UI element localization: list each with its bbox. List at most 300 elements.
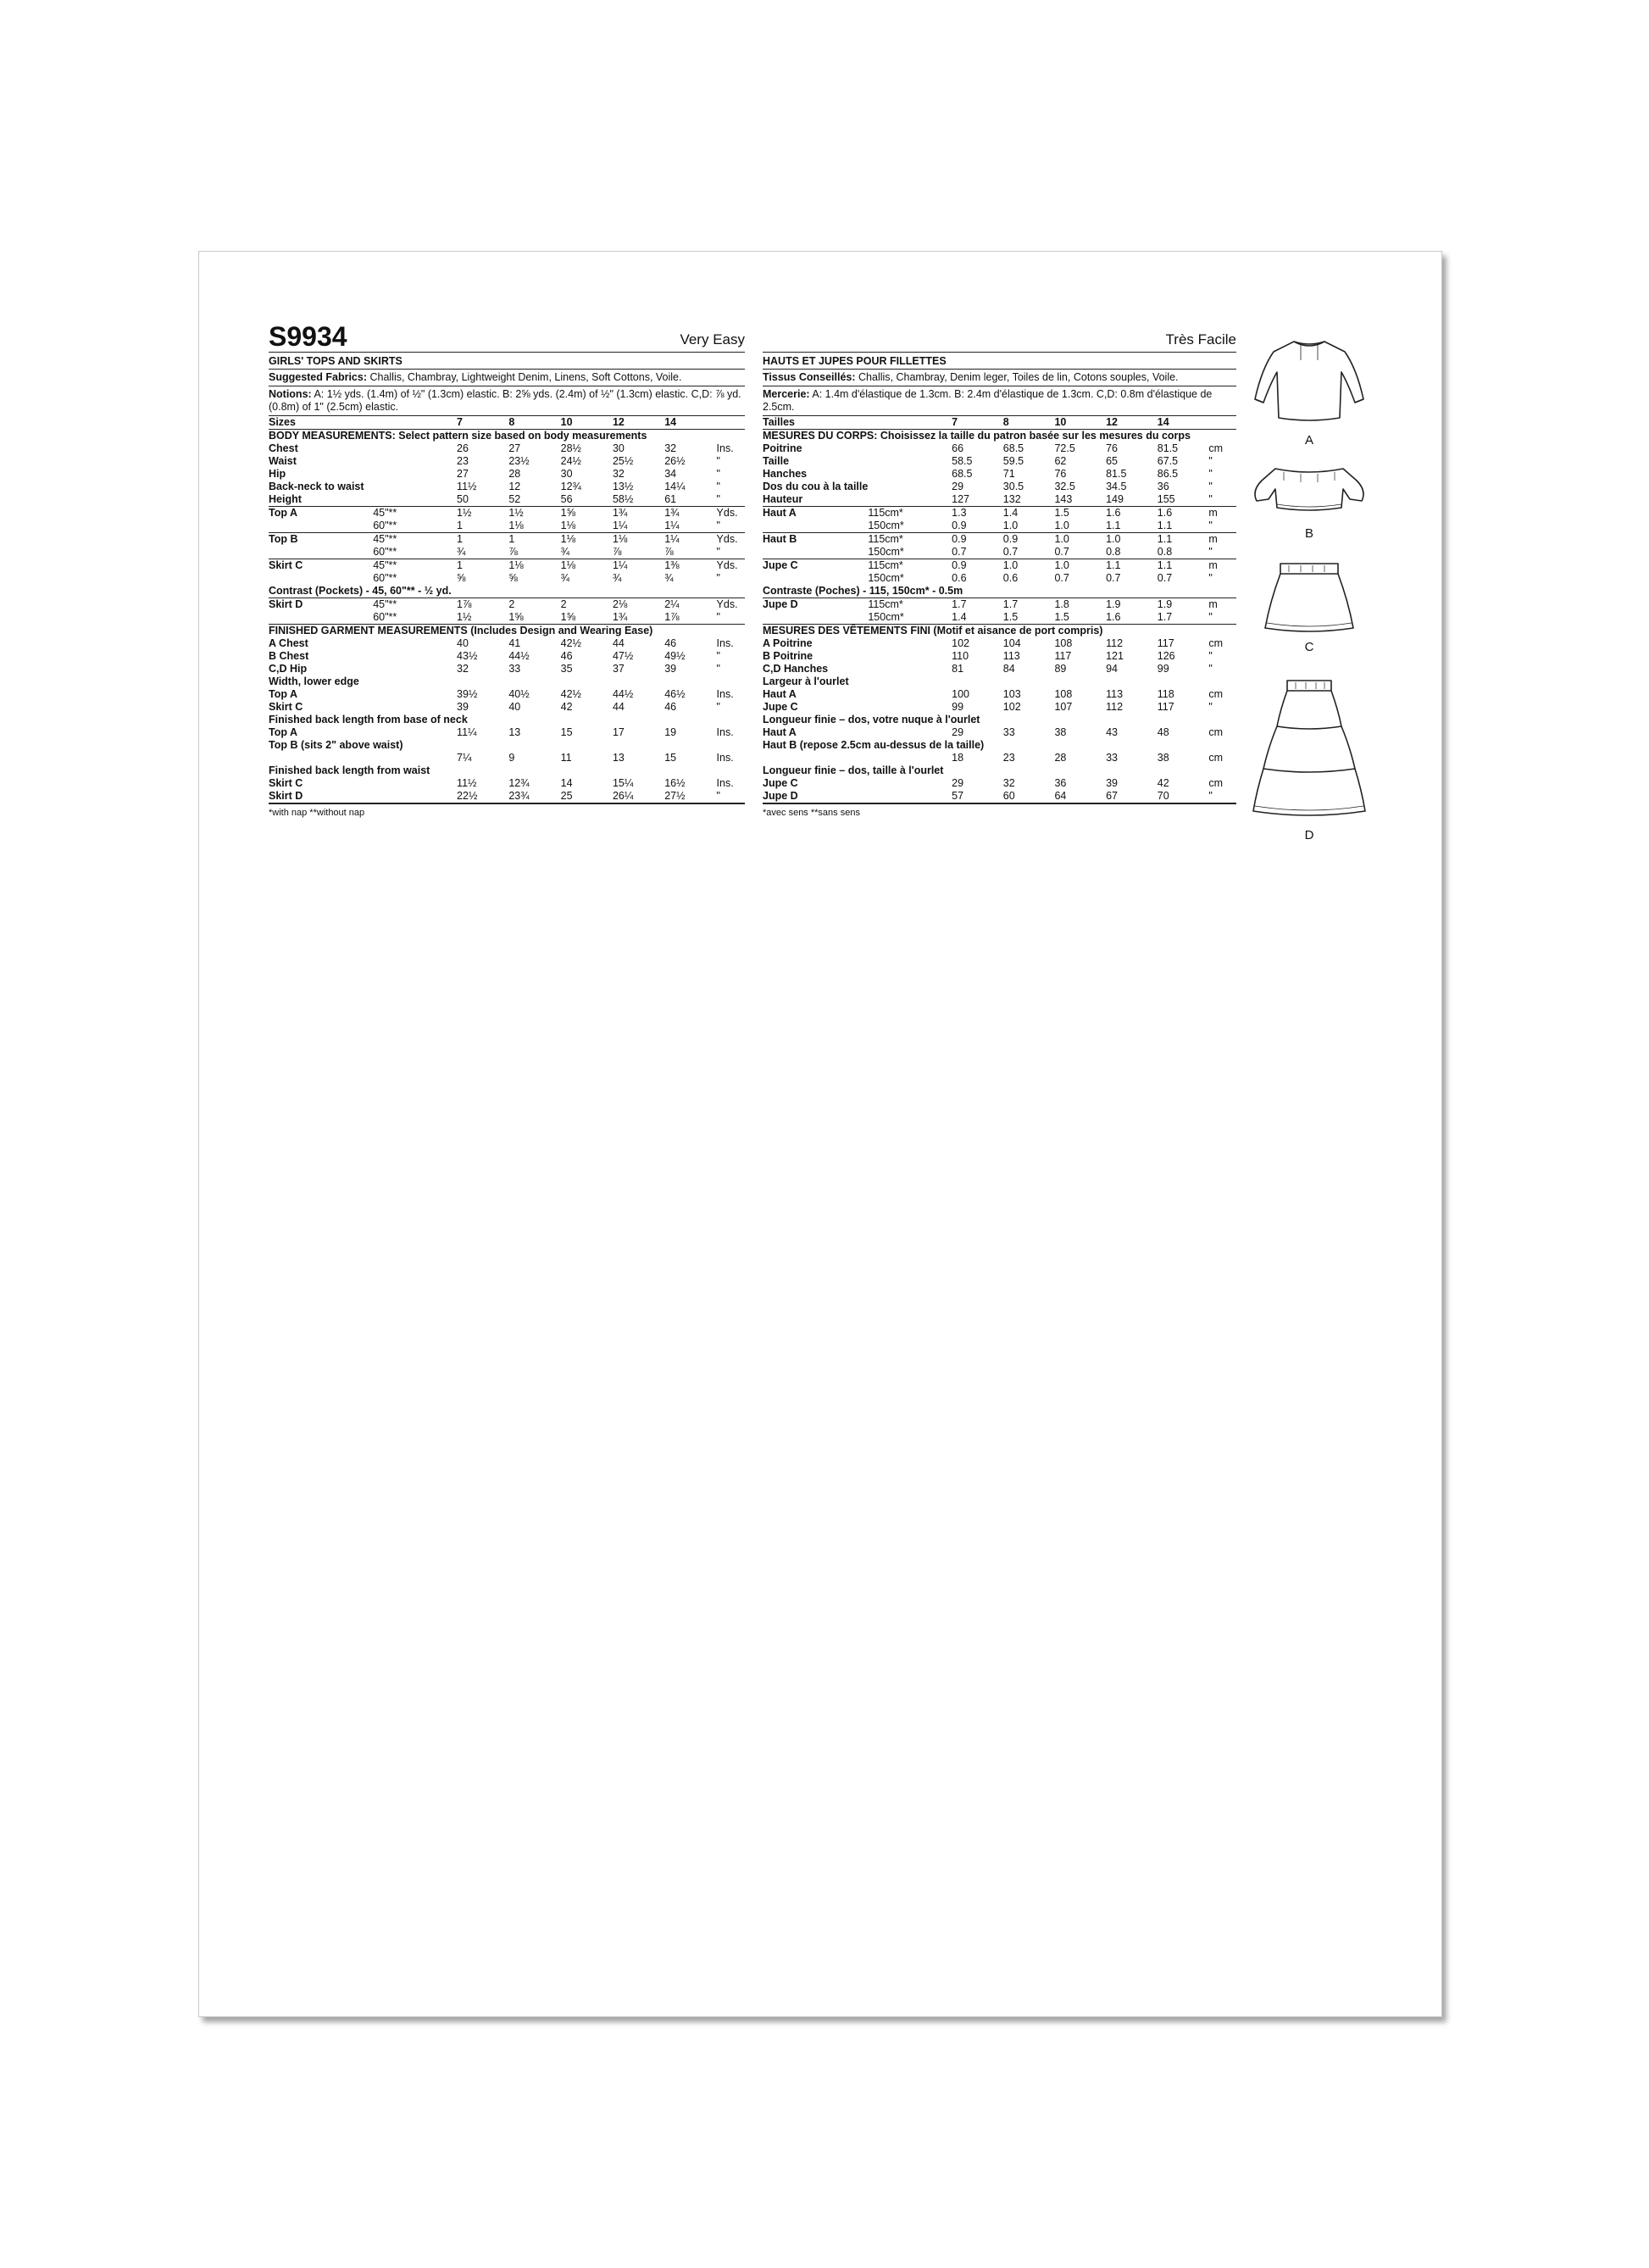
yardage-value: ¾ (612, 572, 622, 584)
finished-measurement-row (763, 675, 1236, 688)
yardage-value: 0.9 (952, 533, 967, 545)
finished-value: 81 (952, 663, 964, 675)
spacer (373, 752, 457, 764)
yardage-row (269, 611, 745, 625)
finished-value: 39 (664, 663, 677, 675)
yardage-value: 1.1 (1106, 559, 1121, 571)
yardage-unit: " (716, 572, 720, 584)
finished-measurement-row (269, 650, 745, 663)
spacer (868, 688, 952, 701)
yardage-value: 1 (508, 533, 515, 545)
measure-value: 76 (1054, 468, 1067, 480)
size-7: 7 (457, 416, 508, 430)
measure-label: Chest (269, 442, 298, 454)
yardage-row (763, 559, 1236, 573)
finished-value: 113 (1106, 688, 1124, 700)
garment-label: Jupe D (763, 598, 798, 610)
finished-value: 46 (664, 637, 677, 649)
yardage-value: 0.6 (952, 572, 967, 584)
finished-value: 60 (1003, 790, 1055, 803)
suggested-fabrics (269, 370, 745, 386)
yardage-unit: m (1208, 559, 1218, 571)
finished-value: 29 (952, 777, 964, 789)
yardage-value: 1⅛ (508, 559, 524, 571)
yardage-value: 1⅞ (664, 611, 716, 625)
yardage-value: 1¼ (664, 533, 680, 545)
view-label-a: A (1304, 433, 1313, 447)
finished-value: 14 (560, 777, 573, 789)
spacer (868, 468, 952, 481)
french-header (763, 325, 1236, 353)
measure-value: 81.5 (1157, 442, 1179, 454)
yardage-value: 1.3 (952, 507, 967, 519)
finished-value: 17 (612, 726, 625, 738)
finished-measurement-row (763, 790, 1236, 803)
yardage-value: 1.1 (1106, 520, 1158, 533)
yardage-value: 1 (457, 533, 463, 545)
notions-text-fr: A: 1.4m d'élastique de 1.3cm. B: 2.4m d'élastique de 1.3cm. C,D: 0.8m d'élastique de 2.5cm. (763, 388, 1213, 413)
sizes-label: Tailles (763, 416, 868, 430)
finished-value: 110 (952, 650, 969, 662)
yardage-value: 1.9 (1106, 598, 1121, 610)
yardage-row (763, 572, 1236, 585)
spacer (373, 481, 457, 493)
sizes-spacer (868, 416, 952, 430)
finished-value: 44 (612, 701, 625, 713)
yardage-value: 1⅛ (560, 559, 576, 571)
yardage-value: ⅞ (613, 546, 664, 559)
yardage-value: 1½ (508, 507, 524, 519)
yardage-value: 0.9 (952, 559, 967, 571)
yardage-unit: Yds. (716, 559, 738, 571)
yardage-value: 2 (560, 598, 567, 610)
yardage-value: 1 (457, 559, 463, 571)
finished-subheading: Top B (sits 2" above waist) (269, 739, 403, 751)
spacer (373, 663, 457, 675)
yardage-row (269, 533, 745, 547)
measure-value: 25½ (612, 455, 634, 467)
finished-measurement-row (269, 752, 745, 764)
finished-label: Top A (269, 688, 298, 700)
finished-value: 64 (1054, 790, 1106, 803)
finished-measurement-row (269, 739, 745, 752)
measure-unit: " (717, 493, 745, 507)
measure-label: Dos du cou à la taille (763, 481, 869, 492)
yardage-value: ⅞ (664, 546, 716, 559)
yardage-row (269, 546, 745, 559)
finished-measurement-row (763, 726, 1236, 739)
yardage-value: ¾ (457, 546, 508, 559)
body-measurement-row (269, 481, 745, 493)
finished-value: 40 (508, 701, 521, 713)
garment-label: Top A (269, 507, 298, 519)
body-measurements-heading (763, 430, 1236, 443)
finished-measurements-heading (269, 625, 745, 638)
yardage-value: 1¾ (613, 611, 664, 625)
garment-label (269, 520, 373, 533)
finished-measurements-heading-text: MESURES DES VÊTEMENTS FINI (Motif et aisance de port compris) (763, 625, 1103, 636)
yardage-row (763, 533, 1236, 547)
finished-unit: cm (1208, 777, 1224, 789)
body-measurements-heading-text: BODY MEASUREMENTS: Select pattern size based on body measurements (269, 430, 647, 442)
finished-value: 23 (1002, 752, 1015, 764)
finished-value: 38 (1054, 726, 1067, 738)
yardage-value: 1.5 (1054, 611, 1106, 625)
yardage-row (763, 546, 1236, 559)
finished-value: 70 (1158, 790, 1209, 803)
yardage-value: 1⅝ (561, 611, 613, 625)
finished-unit: " (717, 790, 745, 803)
fabric-width: 60"** (373, 572, 397, 584)
yardage-value: 1.1 (1157, 533, 1173, 545)
finished-value: 13 (612, 752, 625, 764)
english-column (269, 321, 745, 818)
yardage-value: 1.5 (1054, 507, 1069, 519)
fabric-width: 45"** (373, 533, 397, 545)
finished-label: A Chest (269, 637, 308, 649)
finished-value: 36 (1054, 777, 1067, 789)
finished-value: 43 (1106, 726, 1119, 738)
peasant-top-a-icon (1250, 335, 1369, 426)
yardage-value: 1⅛ (508, 520, 560, 533)
finished-value: 32 (457, 663, 469, 675)
crop-top-b-icon (1250, 460, 1369, 520)
finished-value: 15 (664, 752, 677, 764)
measure-value: 13½ (612, 481, 634, 492)
measure-value: 62 (1054, 455, 1067, 467)
yardage-row (269, 572, 745, 585)
measure-value: 27 (508, 442, 521, 454)
finished-value: 94 (1106, 663, 1119, 675)
yardage-value: 1.0 (1106, 533, 1121, 545)
measure-unit: Ins. (716, 442, 734, 454)
fabric-width: 115cm* (868, 598, 903, 610)
finished-value: 44 (612, 637, 625, 649)
body-measurement-row (763, 481, 1236, 493)
measurement-table-en (269, 416, 745, 803)
yardage-value: 1.0 (1054, 559, 1069, 571)
finished-value: 117 (1054, 650, 1072, 662)
finished-measurement-row (269, 764, 745, 777)
garment-label (763, 572, 868, 585)
finished-value: 25 (561, 790, 613, 803)
measure-value: 143 (1054, 493, 1106, 507)
finished-subheading: Longueur finie – dos, taille à l'ourlet (763, 764, 944, 776)
body-measurement-row (763, 442, 1236, 455)
finished-subheading: Finished back length from base of neck (269, 714, 468, 725)
yardage-value: ¾ (561, 546, 613, 559)
yardage-value: 1 (457, 520, 508, 533)
sizes-header-row (269, 416, 745, 430)
yardage-value: 1.1 (1158, 520, 1209, 533)
finished-measurement-row (269, 714, 745, 726)
yardage-value: 0.9 (952, 520, 1003, 533)
yardage-value: ⅞ (508, 546, 560, 559)
finished-label: Jupe C (763, 701, 798, 713)
finished-value: 11¼ (457, 726, 477, 738)
finished-value: 42½ (560, 637, 581, 649)
finished-measurement-row (763, 739, 1236, 752)
spacer (868, 650, 952, 663)
finished-value: 104 (1002, 637, 1021, 649)
yardage-unit: " (1208, 611, 1236, 625)
yardage-value: 1½ (457, 611, 508, 625)
finished-subheading: Finished back length from waist (269, 764, 430, 776)
finished-unit: " (716, 701, 720, 713)
measure-label: Hanches (763, 468, 808, 480)
yardage-value: 1.4 (1002, 507, 1019, 519)
measure-unit: " (716, 455, 720, 467)
yardage-unit: " (1208, 520, 1236, 533)
measure-unit: " (1208, 455, 1213, 467)
finished-measurement-row (269, 790, 745, 803)
sizes-header-row (763, 416, 1236, 430)
finished-measurement-row (763, 663, 1236, 675)
finished-value: 44½ (612, 688, 634, 700)
yardage-unit: Yds. (716, 598, 738, 610)
finished-value: 67 (1106, 790, 1158, 803)
finished-measurement-row (269, 637, 745, 650)
finished-label: Top A (269, 726, 298, 738)
yardage-value: 1.0 (1054, 533, 1069, 545)
measure-label: Poitrine (763, 442, 802, 454)
finished-value: 18 (952, 752, 964, 764)
fabrics-label: Suggested Fabrics: (269, 371, 367, 383)
finished-value: 49½ (664, 650, 686, 662)
size-10: 10 (1054, 416, 1106, 430)
notions-text: A: 1½ yds. (1.4m) of ½" (1.3cm) elastic. B: 2⅝ yds. (2.4m) of ½" (1.3cm) elastic. C,D: ⅞ yd. (0.8m) of 1" (2.5cm) elastic. (269, 388, 741, 413)
measure-value: 23½ (508, 455, 530, 467)
finished-value: 57 (952, 790, 1003, 803)
yardage-value: 0.8 (1106, 546, 1158, 559)
yardage-value: 0.7 (1003, 546, 1055, 559)
spacer (373, 455, 457, 468)
measure-value: 24½ (560, 455, 581, 467)
finished-measurement-row (269, 726, 745, 739)
measure-value: 50 (457, 493, 508, 507)
finished-value: 84 (1002, 663, 1015, 675)
measure-value: 32.5 (1054, 481, 1075, 492)
yardage-value: 0.9 (1002, 533, 1019, 545)
size-12: 12 (1106, 416, 1158, 430)
yardage-value: 1.0 (1054, 520, 1106, 533)
yardage-unit: " (717, 611, 745, 625)
measure-value: 68.5 (952, 468, 973, 480)
finished-measurement-row (269, 777, 745, 790)
measure-value: 58½ (613, 493, 664, 507)
spacer (868, 637, 952, 650)
size-14: 14 (664, 416, 716, 430)
finished-value: 112 (1106, 637, 1124, 649)
yardage-value: 1⅜ (664, 559, 680, 571)
finished-value: 112 (1106, 701, 1124, 713)
finished-value: 23¾ (508, 790, 560, 803)
finished-unit: Ins. (716, 777, 734, 789)
yardage-row (269, 559, 745, 573)
finished-label: Skirt C (269, 777, 303, 789)
finished-value: 41 (508, 637, 521, 649)
measure-unit: " (1208, 481, 1213, 492)
finished-measurement-row (763, 714, 1236, 726)
finished-unit: cm (1208, 726, 1224, 738)
body-measurement-row (763, 455, 1236, 468)
view-label-c: C (1304, 640, 1314, 654)
finished-value: 42 (1157, 777, 1169, 789)
finished-label: Jupe C (763, 777, 798, 789)
fabrics-text-fr: Challis, Chambray, Denim leger, Toiles de lin, Cotons souples, Voile. (855, 371, 1179, 383)
size-12: 12 (613, 416, 664, 430)
measure-unit: cm (1208, 442, 1224, 454)
yardage-value: 0.7 (952, 546, 1003, 559)
finished-measurement-row (763, 701, 1236, 714)
spacer (868, 777, 952, 790)
yardage-value: 1¾ (612, 507, 628, 519)
suggested-fabrics-fr (763, 370, 1236, 386)
spacer (868, 493, 952, 507)
finished-subheading: Largeur à l'ourlet (763, 675, 849, 687)
footnote-fr: *avec sens **sans sens (763, 803, 1236, 818)
measure-label: Waist (269, 455, 297, 467)
finished-label: B Chest (269, 650, 309, 662)
finished-measurements-heading (763, 625, 1236, 638)
finished-value: 7¼ (457, 752, 472, 764)
finished-value: 11 (560, 752, 572, 764)
finished-value: 22½ (457, 790, 508, 803)
finished-value: 100 (952, 688, 969, 700)
measure-value: 26 (457, 442, 469, 454)
difficulty-level: Very Easy (680, 331, 745, 347)
measure-value: 65 (1106, 455, 1119, 467)
pattern-title-fr: HAUTS ET JUPES POUR FILLETTES (763, 353, 1236, 370)
finished-value: 33 (1002, 726, 1015, 738)
yardage-value: 1¾ (664, 507, 680, 519)
finished-measurements-heading-text: FINISHED GARMENT MEASUREMENTS (Includes Design and Wearing Ease) (269, 625, 653, 636)
garment-label: Skirt C (269, 559, 303, 571)
measure-unit: " (716, 481, 720, 492)
yardage-value: 1.8 (1054, 598, 1069, 610)
measure-value: 23 (457, 455, 469, 467)
yardage-row (269, 507, 745, 520)
footnote-en: *with nap **without nap (269, 803, 745, 818)
measure-value: 30 (560, 468, 573, 480)
difficulty-level-fr: Très Facile (1165, 331, 1236, 347)
sizes-label: Sizes (269, 416, 373, 430)
garment-label: Haut B (763, 533, 797, 545)
spacer (373, 637, 457, 650)
finished-value: 16½ (664, 777, 686, 789)
finished-value: 102 (952, 637, 969, 649)
finished-label: Haut A (763, 688, 797, 700)
measure-value: 71 (1002, 468, 1015, 480)
measure-value: 30 (612, 442, 625, 454)
view-label-b: B (1304, 526, 1313, 541)
yardage-unit: " (1208, 572, 1213, 584)
yardage-value: 1⅝ (508, 611, 560, 625)
spacer (373, 726, 457, 739)
pattern-title: GIRLS' TOPS AND SKIRTS (269, 353, 745, 370)
finished-unit: cm (1208, 637, 1224, 649)
finished-measurement-row (269, 701, 745, 714)
finished-subheading: Haut B (repose 2.5cm au-dessus de la taille) (763, 739, 985, 751)
measure-value: 81.5 (1106, 468, 1127, 480)
fabric-width: 45"** (373, 559, 397, 571)
garment-label: Skirt D (269, 598, 303, 610)
yardage-value: 0.6 (1002, 572, 1019, 584)
pattern-sheet (198, 251, 1442, 2017)
finished-value: 39 (1106, 777, 1119, 789)
finished-value: 33 (1106, 752, 1119, 764)
finished-value: 13 (508, 726, 521, 738)
yardage-row (763, 520, 1236, 533)
measure-label: Hip (269, 468, 286, 480)
fabric-width: 60"** (373, 611, 457, 625)
measure-value: 61 (664, 493, 716, 507)
yardage-value: 1⅛ (561, 520, 613, 533)
size-7: 7 (952, 416, 1003, 430)
spacer (373, 442, 457, 455)
finished-label: Haut A (763, 726, 797, 738)
yardage-value: 0.7 (1157, 572, 1173, 584)
finished-measurement-row (763, 688, 1236, 701)
yardage-row (269, 598, 745, 612)
finished-measurement-row (763, 764, 1236, 777)
spacer (868, 481, 952, 493)
finished-measurement-row (763, 650, 1236, 663)
unit-spacer (1208, 416, 1236, 430)
yardage-value: 0.7 (1054, 546, 1106, 559)
spacer (373, 650, 457, 663)
finished-measurement-row (269, 688, 745, 701)
garment-label (763, 520, 868, 533)
finished-unit: " (1208, 663, 1213, 675)
measure-value: 27 (457, 468, 469, 480)
spacer (373, 688, 457, 701)
contrast-text: Contrast (Pockets) - 45, 60"** - ½ yd. (269, 585, 745, 598)
measure-unit: " (1208, 493, 1236, 507)
finished-value: 28 (1054, 752, 1067, 764)
finished-value: 9 (508, 752, 515, 764)
spacer (868, 726, 952, 739)
size-8: 8 (508, 416, 560, 430)
finished-value: 117 (1157, 701, 1174, 713)
finished-value: 107 (1054, 701, 1073, 713)
fabrics-text: Challis, Chambray, Lightweight Denim, Linens, Soft Cottons, Voile. (367, 371, 682, 383)
finished-value: 29 (952, 726, 964, 738)
fabric-width: 150cm* (868, 546, 952, 559)
finished-value: 99 (1157, 663, 1169, 675)
yardage-value: 1⅛ (560, 533, 576, 545)
finished-label: A Poitrine (763, 637, 813, 649)
finished-value: 38 (1157, 752, 1169, 764)
measure-value: 68.5 (1002, 442, 1024, 454)
measure-value: 11½ (457, 481, 477, 492)
notions (269, 386, 745, 416)
measure-value: 29 (952, 481, 964, 492)
finished-value: 40½ (508, 688, 530, 700)
garment-label (269, 546, 373, 559)
spacer (373, 790, 457, 803)
garment-label (763, 546, 868, 559)
yardage-value: 1.6 (1157, 507, 1173, 519)
body-measurement-row (269, 493, 745, 507)
body-measurement-row (763, 468, 1236, 481)
finished-value: 15 (560, 726, 573, 738)
measure-value: 155 (1158, 493, 1209, 507)
yardage-value: 1.6 (1106, 611, 1158, 625)
measure-value: 72.5 (1054, 442, 1075, 454)
yardage-value: 1.7 (1158, 611, 1209, 625)
spacer (373, 777, 457, 790)
